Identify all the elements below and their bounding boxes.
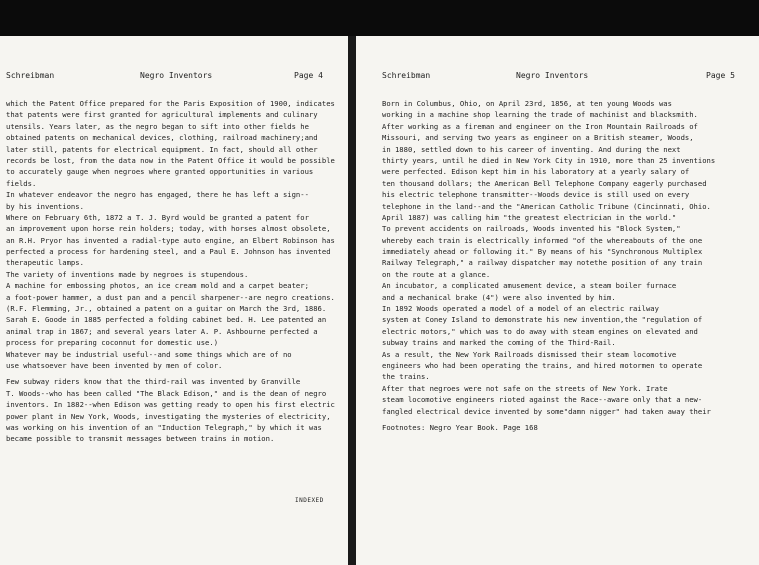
text-line: To prevent accidents on railroads, Woods invented his "Block System,"	[382, 224, 681, 234]
text-line: An incubator, a complicated amusement device, a steam boiler furnace	[382, 281, 677, 291]
text-line: and a mechanical brake (4") were also invented by him.	[382, 292, 616, 302]
text-line: by his inventions.	[6, 201, 84, 211]
right-header-title: Negro Inventors	[516, 71, 589, 80]
text-line: In 1892 Woods operated a model of a model of an electric railway	[382, 304, 659, 314]
indexed-stamp: INDEXED	[295, 497, 324, 504]
text-line: an R.H. Pryor has invented a radial-type auto engine, an Elbert Robinson has	[6, 235, 335, 245]
text-line: animal trap in 1867; and several years later A. P. Ashbourne perfected a	[6, 326, 318, 336]
text-line: telephone in the land--and the "American Catholic Tribune (Cincinnati, Ohio.	[382, 201, 711, 211]
text-line: ten thousand dollars; the American Bell Telephone Company eagerly purchased	[382, 178, 707, 188]
text-line: steam locomotive engineers rioted against the Race--aware only that a new-	[382, 395, 703, 405]
text-line: his electric telephone transmitter--Woods device is still used on every	[382, 190, 690, 200]
text-line: system at Coney Island to demonstrate his new invention,the "regulation of	[382, 315, 703, 325]
text-line: subway trains and marked the coming of the Third-Rail.	[382, 338, 616, 348]
text-line: later still, patents for electrical equipment. In fact, should all other	[6, 144, 318, 154]
text-line: obtained patents on mechanical devices, clothing, railroad machinery;and	[6, 133, 318, 143]
text-line: In whatever endeavor the negro has engaged, there he has left a sign--	[6, 190, 309, 200]
text-line: became possible to transmit messages between trains in motion.	[6, 434, 275, 444]
text-line: Railway Telegraph," a railway dispatcher may notethe position of any train	[382, 258, 703, 268]
text-line: Sarah E. Goode in 1885 perfected a folding cabinet bed. H. Lee patented an	[6, 315, 327, 325]
text-line: a foot-power hammer, a dust pan and a pencil sharpener--are negro creations.	[6, 292, 335, 302]
text-line: therapeutic lamps.	[6, 258, 84, 268]
text-line: T. Woods--who has been called "The Black Edison," and is the dean of negro	[6, 388, 327, 398]
book-gutter	[348, 36, 356, 565]
text-line: engineers who had been operating the trains, and hired motormen to operate	[382, 360, 703, 370]
text-line: immediately ahead or following it." By means of his "Synchronous Multiplex	[382, 247, 703, 257]
left-header-title: Negro Inventors	[140, 71, 213, 80]
text-line: Few subway riders know that the third-rail was invented by Granville	[6, 377, 301, 387]
right-header-page-number: Page 5	[706, 71, 735, 80]
text-line: (R.F. Flemming, Jr., obtained a patent on a guitar on March the 3rd, 1886.	[6, 304, 327, 314]
text-line: power plant in New York, Woods, investigating the mysteries of electricity,	[6, 411, 331, 421]
text-line: working in a machine shop learning the trade of machinist and blacksmith.	[382, 110, 698, 120]
text-line: records be lost, from the data now in the Patent Office it would be possible	[6, 155, 335, 165]
left-header-page-number: Page 4	[294, 71, 323, 80]
text-line: on the route at a glance.	[382, 269, 491, 279]
text-line: thirty years, until he died in New York City in 1910, more than 25 inventions	[382, 155, 716, 165]
text-line: As a result, the New York Railroads dismissed their steam locomotive	[382, 349, 677, 359]
text-line: utensils. Years later, as the negro began to sift into other fields he	[6, 121, 309, 131]
text-line: Whatever may be industrial useful--and some things which are of no	[6, 349, 292, 359]
text-line: After that negroes were not safe on the streets of New York. Irate	[382, 383, 668, 393]
text-line: whereby each train is electrically informed "of the whereabouts of the one	[382, 235, 703, 245]
text-line: inventors. In 1882--when Edison was getting ready to open his first electric	[6, 400, 335, 410]
right-document-page	[356, 36, 759, 565]
text-line: Footnotes: Negro Year Book. Page 168	[382, 422, 538, 432]
text-line: The variety of inventions made by negroes is stupendous.	[6, 269, 249, 279]
text-line: that patents were first granted for agricultural implements and culinary	[6, 110, 318, 120]
text-line: Where on February 6th, 1872 a T. J. Byrd would be granted a patent for	[6, 212, 309, 222]
left-document-page	[0, 36, 348, 565]
right-page-body	[382, 98, 750, 433]
text-line: fangled electrical device invented by some"damn nigger" had taken away their	[382, 406, 711, 416]
text-line: the trains.	[382, 372, 430, 382]
text-line: electric motors," which was to do away with steam engines on elevated and	[382, 326, 698, 336]
text-line: were perfected. Edison kept him in his laboratory at a yearly salary of	[382, 167, 690, 177]
text-line: process for preparing coconnut for domestic use.)	[6, 338, 219, 348]
text-line: use whatsoever have been invented by men of color.	[6, 360, 223, 370]
text-line: Born in Columbus, Ohio, on April 23rd, 1856, at ten young Woods was	[382, 99, 672, 108]
text-line: A machine for embossing photos, an ice cream mold and a carpet beater;	[6, 281, 309, 291]
text-line: was working on his invention of an "Induction Telegraph," by which it was	[6, 422, 322, 432]
text-line: which the Patent Office prepared for the Paris Exposition of 1900, indicates	[6, 99, 335, 108]
text-line: April 1887) was calling him "the greatest electrician in the world."	[382, 212, 677, 222]
text-line: in 1880, settled down to his career of inventing. And during the next	[382, 144, 681, 154]
left-header-author: Schreibman	[6, 71, 55, 80]
text-line: fields.	[6, 178, 37, 188]
right-header-author: Schreibman	[382, 71, 431, 80]
text-line: Missouri, and serving two years as engineer on a British steamer, Woods,	[382, 133, 694, 143]
text-line: perfected a process for hardening steel, and a Paul E. Johnson has invented	[6, 247, 331, 257]
text-line: to accurately gauge when negroes where granted opportunities in various	[6, 167, 314, 177]
text-line: an improvement upon horse rein holders; today, with horses almost obsolete,	[6, 224, 331, 234]
left-page-body	[6, 98, 348, 445]
text-line: After working as a fireman and engineer on the Iron Mountain Railroads of	[382, 121, 698, 131]
